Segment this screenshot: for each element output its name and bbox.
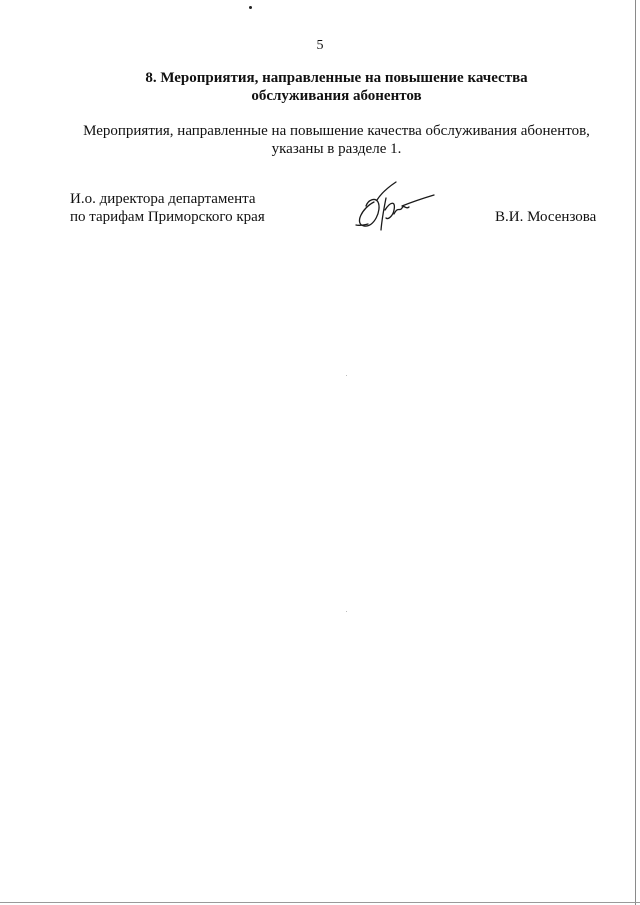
- signatory-title: [70, 190, 265, 226]
- scan-edge-right: [635, 0, 636, 905]
- scan-edge-bottom: [0, 902, 640, 903]
- section-body: [60, 122, 613, 158]
- scan-speck: [346, 375, 347, 376]
- section-heading-line1: 8. Мероприятия, направленные на повышение качества: [145, 70, 528, 86]
- signatory-title-line1: И.о. директора департамента: [70, 191, 256, 207]
- handwritten-signature: [352, 180, 436, 236]
- section-body-line1: Мероприятия, направленные на повышение качества обслуживания абонентов,: [83, 123, 590, 139]
- signatory-title-line2: по тарифам Приморского края: [70, 209, 265, 225]
- section-body-line2: указаны в разделе 1.: [271, 141, 402, 157]
- scan-speck: [346, 611, 347, 612]
- scan-speck: [249, 6, 252, 9]
- section-heading: [60, 69, 613, 105]
- section-heading-line2: обслуживания абонентов: [251, 88, 422, 104]
- page-number: 5: [316, 38, 324, 53]
- signatory-name: В.И. Мосензова: [495, 209, 597, 225]
